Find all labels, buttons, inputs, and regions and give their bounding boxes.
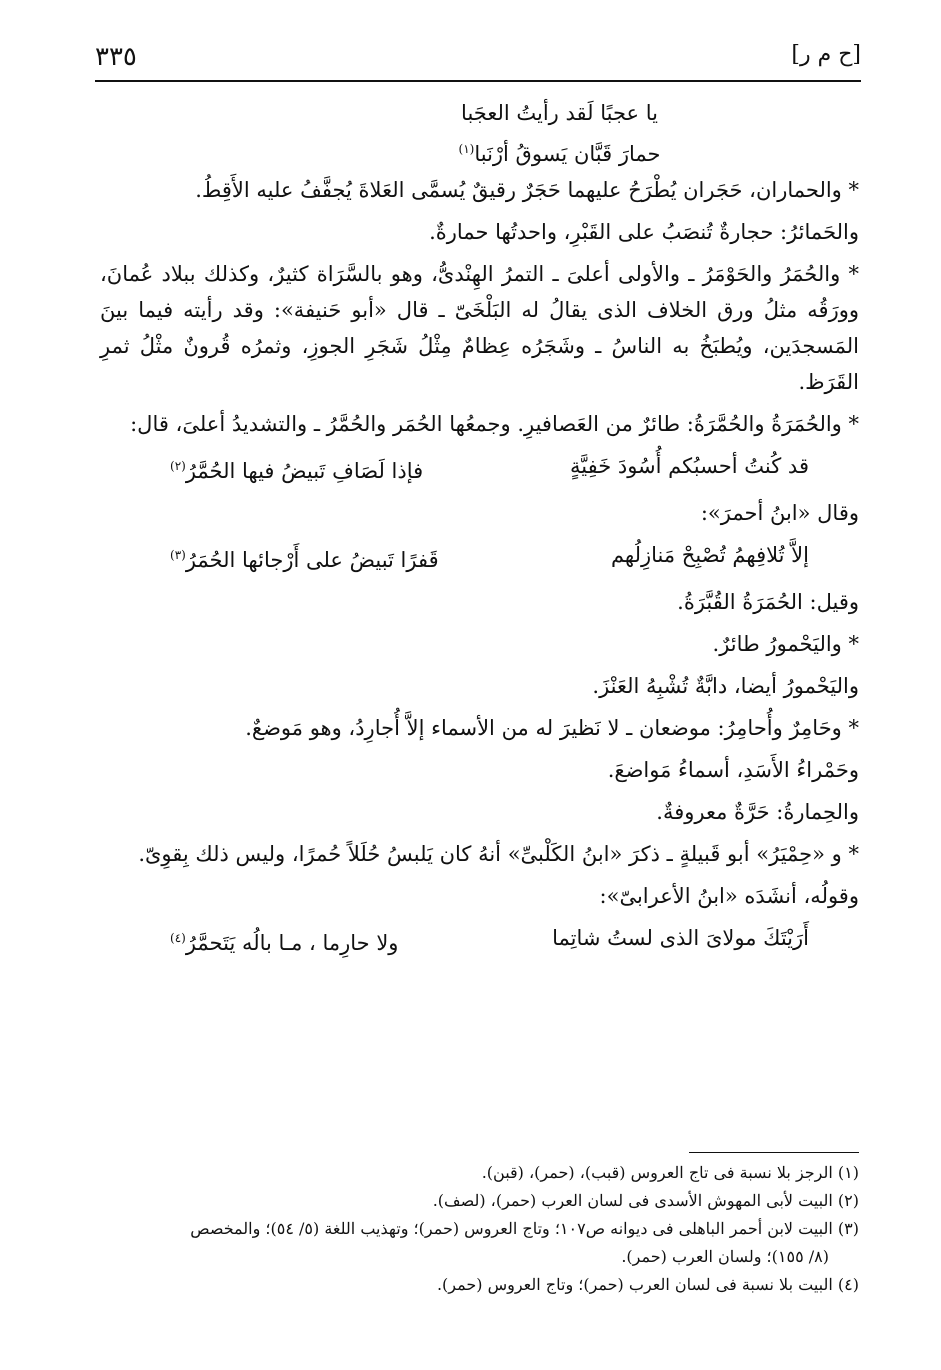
paragraph: وقال «ابنُ أحمرَ»: — [700, 501, 859, 525]
paragraph: * والحُمَرُ والحَوْمَرُ ـ والأولى أعلىَ ـ التمرُ الهِنْدىُّ، وهو بالسَّرَاة كثيرٌ، وكذلك ببلاد عُمانَ، وورَقُه مثلُ ورق الخلاف الذى يقالُ له البَلْخَىّ ـ قال «أبو حَنيفة»: وقد رأيته فيما بينَ المَسجدَين، ويُطبَخُ به الناسُ ـ وشَجَرُه عِظامٌ مِثْلُ شَجَرِ الجوزِ، وثمرُه قُرونٌ مثْلُ ثمرِ القَرَظ. — [100, 262, 859, 394]
footnote-ref: (٤) — [170, 931, 186, 945]
verse-second-hemistich — [170, 537, 439, 578]
page-header — [95, 38, 861, 78]
paragraph: واليَحْمورُ أيضا، دابَّةٌ تُشْبِهُ العَنْزَ. — [592, 674, 859, 698]
paragraph: والحِمارةُ: حَرَّةٌ معروفةٌ. — [656, 800, 859, 824]
paragraph: * واليَحْمورُ طائرٌ. — [712, 632, 859, 656]
verse-text: فإذا لَصَافِ تَبيضُ فيها الحُمَّرُ — [185, 459, 424, 483]
paragraph: وقولُه، أنشَدَه «ابنُ الأعرابىّ»: — [599, 884, 859, 908]
paragraph: والحَمائرُ: حجارةٌ تُنصَبُ على القَبْرِ، واحدتُها حمارةٌ. — [429, 220, 859, 244]
verse-second-hemistich — [170, 920, 398, 961]
footnote: (١) الرجز بلا نسبة فى تاج العروس (قبب)، (حمر)، (قبن). — [481, 1163, 859, 1182]
main-text — [100, 95, 859, 967]
verse-text: قَفرًا تَبيضُ على أَرْجائها الحُمَرُ — [185, 548, 439, 572]
page-number: ٣٣٥ — [95, 42, 137, 72]
paragraph: * وحَامِرٌ وأُحامِرُ: موضعان ـ لا نَظيرَ له من الأسماء إلاَّ أُجارِدُ، وهو مَوضعٌ. — [245, 716, 859, 740]
footnote: (٢) البيت لأبى المهوش الأسدى فى لسان العرب (حمر)، (لصف). — [432, 1191, 859, 1210]
paragraph: * و «حِمْيَرُ» أبو قَبيلةٍ ـ ذكرَ «ابنُ الكَلْبىِّ» أنهُ كان يَلبسُ حُلَلاً حُمرًا، وليس ذلك بِقوِىّ. — [138, 842, 859, 866]
verse-text: ولا حارِما ، مـا بالُه يَتَحمَّرُ — [185, 931, 399, 955]
paragraph: وقيل: الحُمَرَةُ القُبَّرَةُ. — [677, 590, 859, 614]
verse-line — [100, 131, 859, 172]
footnotes — [100, 1160, 859, 1300]
verse-couplet — [100, 920, 859, 961]
footnote-continuation: (٨/ ١٥٥)؛ ولسان العرب (حمر). — [621, 1247, 829, 1266]
paragraph: * والحُمَرَةُ والحُمَّرَةُ: طائرٌ من العَصافيرِ. وجمعُها الحُمَر والحُمَّرُ ـ والتشديدُ أعلىَ، قال: — [130, 412, 859, 436]
header-rule — [95, 80, 861, 82]
verse-text: يا عجبًا لَقد رأيتُ العجَبا — [461, 101, 658, 125]
verse-first-hemistich: إلاَّ تُلافِهمُ تُصْبِحْ مَنازِلُهم — [610, 543, 809, 567]
paragraph: * والحماران، حَجَران يُطْرَحُ عليهما حَجَرٌ رقيقٌ يُسمَّى العَلاةَ يُجفَّفُ عليه الأَقِطُ. — [195, 178, 859, 202]
verse-couplet — [100, 448, 859, 489]
footnote-rule — [689, 1152, 859, 1153]
footnote: (٣) البيت لابن أحمر الباهلى فى ديوانه ص١٠٧؛ وتاج العروس (حمر)؛ وتهذيب اللغة (٥/ ٥٤)؛ والمخصص — [190, 1219, 859, 1238]
footnote: (٤) البيت بلا نسبة فى لسان العرب (حمر)؛ وتاج العروس (حمر). — [436, 1275, 859, 1294]
verse-first-hemistich: أَرَيْتَكَ مولاىَ الذى لستُ شاتِما — [552, 926, 809, 950]
verse-text: حمارَ قَبَّان يَسوقُ أرْنَبا — [474, 142, 661, 166]
footnote-ref: (٢) — [170, 459, 186, 473]
paragraph: وحَمْراءُ الأَسَدِ، أسماءُ مَواضعَ. — [607, 758, 859, 782]
verse-second-hemistich — [170, 448, 423, 489]
verse-line — [100, 95, 859, 131]
footnote-ref: (١) — [458, 142, 475, 156]
root-label: [ح م ر] — [791, 42, 861, 67]
verse-first-hemistich: قد كُنتُ أحسبُكم أُسُودَ خَفِيَّةٍ — [569, 454, 809, 478]
verse-couplet — [100, 537, 859, 578]
footnote-ref: (٣) — [170, 548, 186, 562]
